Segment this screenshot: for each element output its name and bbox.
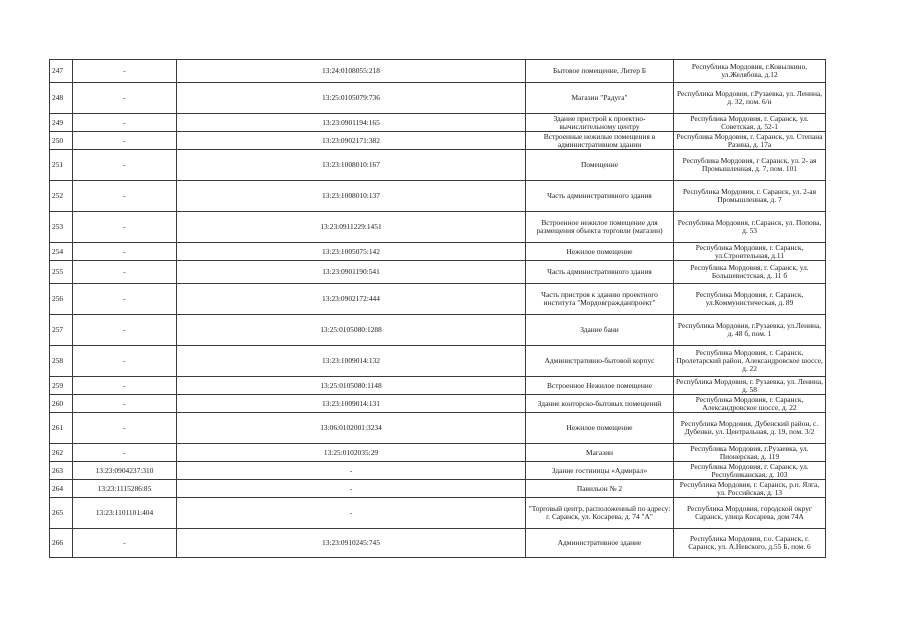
row-number-cell: 264	[50, 480, 73, 498]
cadastral-number-cell: 13:23:1101101:404	[73, 498, 177, 529]
cadastral-number-cell: -	[73, 83, 177, 114]
cadastral-number-cell: -	[73, 444, 177, 462]
cadastral-number-alt-cell: 13:23:0910245:745	[177, 529, 526, 558]
object-address-cell: Республика Мордовия, г.Рузаевка, ул.Ленина, д. 48 б, пом. 1	[674, 315, 826, 346]
table-row	[50, 212, 826, 243]
object-address-cell: Республика Мордовия, г.о. Саранск, г. Саранск, ул. А.Невского, д.55 Б, пом. 6	[674, 529, 826, 558]
row-number-cell: 251	[50, 150, 73, 181]
object-address-cell: Республика Мордовия, г.Ковылкино, ул.Желябова, д.12	[674, 60, 826, 83]
table-row	[50, 83, 826, 114]
row-number-cell: 260	[50, 395, 73, 413]
table-row	[50, 346, 826, 377]
object-name-cell: Здание бани	[526, 315, 674, 346]
row-number-cell: 252	[50, 181, 73, 212]
cadastral-number-alt-cell: 13:23:1009014:132	[177, 346, 526, 377]
row-number-cell: 259	[50, 377, 73, 395]
cadastral-number-alt-cell: 13:25:0105080:1148	[177, 377, 526, 395]
cadastral-number-cell: -	[73, 261, 177, 284]
row-number-cell: 263	[50, 462, 73, 480]
cadastral-number-alt-cell: 13:24:0108055:218	[177, 60, 526, 83]
object-address-cell: Республика Мордовия, г. Саранск, ул. Большевистская, д. 11 б	[674, 261, 826, 284]
cadastral-number-cell: -	[73, 181, 177, 212]
cadastral-number-alt-cell: 13:23:1009014:131	[177, 395, 526, 413]
table-row	[50, 444, 826, 462]
object-name-cell: Бытовое помещение, Литер Б	[526, 60, 674, 83]
table-row	[50, 60, 826, 83]
row-number-cell: 258	[50, 346, 73, 377]
object-name-cell: Здание гостиницы «Адмирал»	[526, 462, 674, 480]
object-name-cell: Магазин "Радуга"	[526, 83, 674, 114]
cadastral-number-alt-cell: 13:23:0901194:165	[177, 114, 526, 132]
cadastral-number-alt-cell: -	[177, 498, 526, 529]
cadastral-number-cell: 13:23:1115286:85	[73, 480, 177, 498]
object-name-cell: Помещение	[526, 150, 674, 181]
row-number-cell: 266	[50, 529, 73, 558]
cadastral-number-cell: -	[73, 150, 177, 181]
object-address-cell: Республика Мордовия, г. Саранск, ул.Строительная, д.11	[674, 243, 826, 261]
row-number-cell: 261	[50, 413, 73, 444]
object-address-cell: Республика Мордовия, г. Саранск, р.п. Ялга, ул. Российская, д. 13	[674, 480, 826, 498]
object-name-cell: Здание пристрой к проектно-вычислительному центру	[526, 114, 674, 132]
row-number-cell: 248	[50, 83, 73, 114]
row-number-cell: 256	[50, 284, 73, 315]
register-table-body	[50, 60, 826, 558]
table-row	[50, 462, 826, 480]
object-address-cell: Республика Мордовия, г. Саранск, ул.Коммунистическая, д. 89	[674, 284, 826, 315]
cadastral-number-alt-cell: 13:25:0102035:29	[177, 444, 526, 462]
cadastral-number-alt-cell: -	[177, 462, 526, 480]
object-name-cell: Нежилое помещение	[526, 413, 674, 444]
cadastral-number-alt-cell: 13:25:0105080:1288	[177, 315, 526, 346]
object-name-cell: Административное здание	[526, 529, 674, 558]
object-name-cell: Нежилое помещение	[526, 243, 674, 261]
object-address-cell: Республика Мордовия, г. Рузаевка, ул. Ленина, д. 58	[674, 377, 826, 395]
row-number-cell: 249	[50, 114, 73, 132]
cadastral-number-cell: 13:23:0904237:310	[73, 462, 177, 480]
object-address-cell: Республика Мордовия, г. Саранск, Пролетарский район, Александровское шоссе, д. 22	[674, 346, 826, 377]
table-row	[50, 181, 826, 212]
table-row	[50, 315, 826, 346]
cadastral-number-cell: -	[73, 377, 177, 395]
object-name-cell: Павильон № 2	[526, 480, 674, 498]
object-name-cell: Встроенные нежилые помещения в административном здании	[526, 132, 674, 150]
object-name-cell: Здание конторско-бытовых помещений	[526, 395, 674, 413]
row-number-cell: 262	[50, 444, 73, 462]
cadastral-number-cell: -	[73, 114, 177, 132]
object-address-cell: Республика Мордовия, г. Саранск, Александровское шоссе, д. 22	[674, 395, 826, 413]
object-name-cell: Магазин	[526, 444, 674, 462]
cadastral-number-alt-cell: 13:25:0105079:736	[177, 83, 526, 114]
cadastral-number-cell: -	[73, 395, 177, 413]
table-row	[50, 377, 826, 395]
object-address-cell: Республика Мордовия, г. Саранск, ул. 2-ая Промышленная, д. 7	[674, 181, 826, 212]
object-address-cell: Республика Мордовия, г.Саранск, ул. Попова, д. 53	[674, 212, 826, 243]
table-row	[50, 413, 826, 444]
row-number-cell: 253	[50, 212, 73, 243]
property-register-table	[49, 59, 826, 558]
table-row	[50, 150, 826, 181]
object-name-cell: Часть административного здания	[526, 181, 674, 212]
row-number-cell: 250	[50, 132, 73, 150]
cadastral-number-alt-cell: 13:23:0902172:444	[177, 284, 526, 315]
cadastral-number-alt-cell: -	[177, 480, 526, 498]
table-row	[50, 395, 826, 413]
table-row	[50, 284, 826, 315]
object-address-cell: Республика Мордовия, г.Рузаевка, ул. Ленина, д. 32, пом. 6/н	[674, 83, 826, 114]
row-number-cell: 247	[50, 60, 73, 83]
object-name-cell: Встроенное нежилое помещение для размещения объекта торговли (магазин)	[526, 212, 674, 243]
object-address-cell: Республика Мордовия, городской округ Саранск, улица Косарева, дом 74А	[674, 498, 826, 529]
object-name-cell: Часть административного здания	[526, 261, 674, 284]
cadastral-number-alt-cell: 13:23:1008010:137	[177, 181, 526, 212]
cadastral-number-alt-cell: 13:23:1008010:167	[177, 150, 526, 181]
cadastral-number-cell: -	[73, 346, 177, 377]
table-row	[50, 132, 826, 150]
cadastral-number-cell: -	[73, 315, 177, 346]
cadastral-number-alt-cell: 13:23:0902171:382	[177, 132, 526, 150]
table-row	[50, 498, 826, 529]
row-number-cell: 255	[50, 261, 73, 284]
table-row	[50, 114, 826, 132]
cadastral-number-cell: -	[73, 529, 177, 558]
cadastral-number-cell: -	[73, 132, 177, 150]
table-row	[50, 243, 826, 261]
cadastral-number-alt-cell: 13:23:0911229:1451	[177, 212, 526, 243]
object-address-cell: Республика Мордовия, г Саранск, ул. 2- ая Промышленная, д. 7, пом. 101	[674, 150, 826, 181]
cadastral-number-cell: -	[73, 60, 177, 83]
object-address-cell: Республика Мордовия, Дубенский район, с. Дубенки, ул. Центральная, д. 19, пом. 3/2	[674, 413, 826, 444]
object-address-cell: Республика Мордовия, г.Рузаевка, ул. Пионерская, д. 119	[674, 444, 826, 462]
table-row	[50, 529, 826, 558]
object-address-cell: Республика Мордовия, г. Саранск, ул. Степана Разина, д. 17а	[674, 132, 826, 150]
object-name-cell: Административно-бытовой корпус	[526, 346, 674, 377]
cadastral-number-cell: -	[73, 212, 177, 243]
object-address-cell: Республика Мордовия, г. Саранск, ул. Советская, д. 52-1	[674, 114, 826, 132]
table-row	[50, 480, 826, 498]
cadastral-number-alt-cell: 13:23:1005075:142	[177, 243, 526, 261]
row-number-cell: 265	[50, 498, 73, 529]
object-name-cell: Встроенное Нежилое помещение	[526, 377, 674, 395]
row-number-cell: 254	[50, 243, 73, 261]
object-address-cell: Республика Мордовия, г. Саранск, ул. Республиканская, д. 103	[674, 462, 826, 480]
cadastral-number-cell: -	[73, 413, 177, 444]
object-name-cell: "Торговый центр, расположенный по адресу: г. Саранск, ул. Косарева, д. 74 "А"	[526, 498, 674, 529]
row-number-cell: 257	[50, 315, 73, 346]
cadastral-number-cell: -	[73, 284, 177, 315]
object-name-cell: Часть пристроя к зданию проектного института "Мордовгражданпроект"	[526, 284, 674, 315]
cadastral-number-cell: -	[73, 243, 177, 261]
cadastral-number-alt-cell: 13:23:0901190:541	[177, 261, 526, 284]
cadastral-number-alt-cell: 13:06:0102001:3234	[177, 413, 526, 444]
table-row	[50, 261, 826, 284]
